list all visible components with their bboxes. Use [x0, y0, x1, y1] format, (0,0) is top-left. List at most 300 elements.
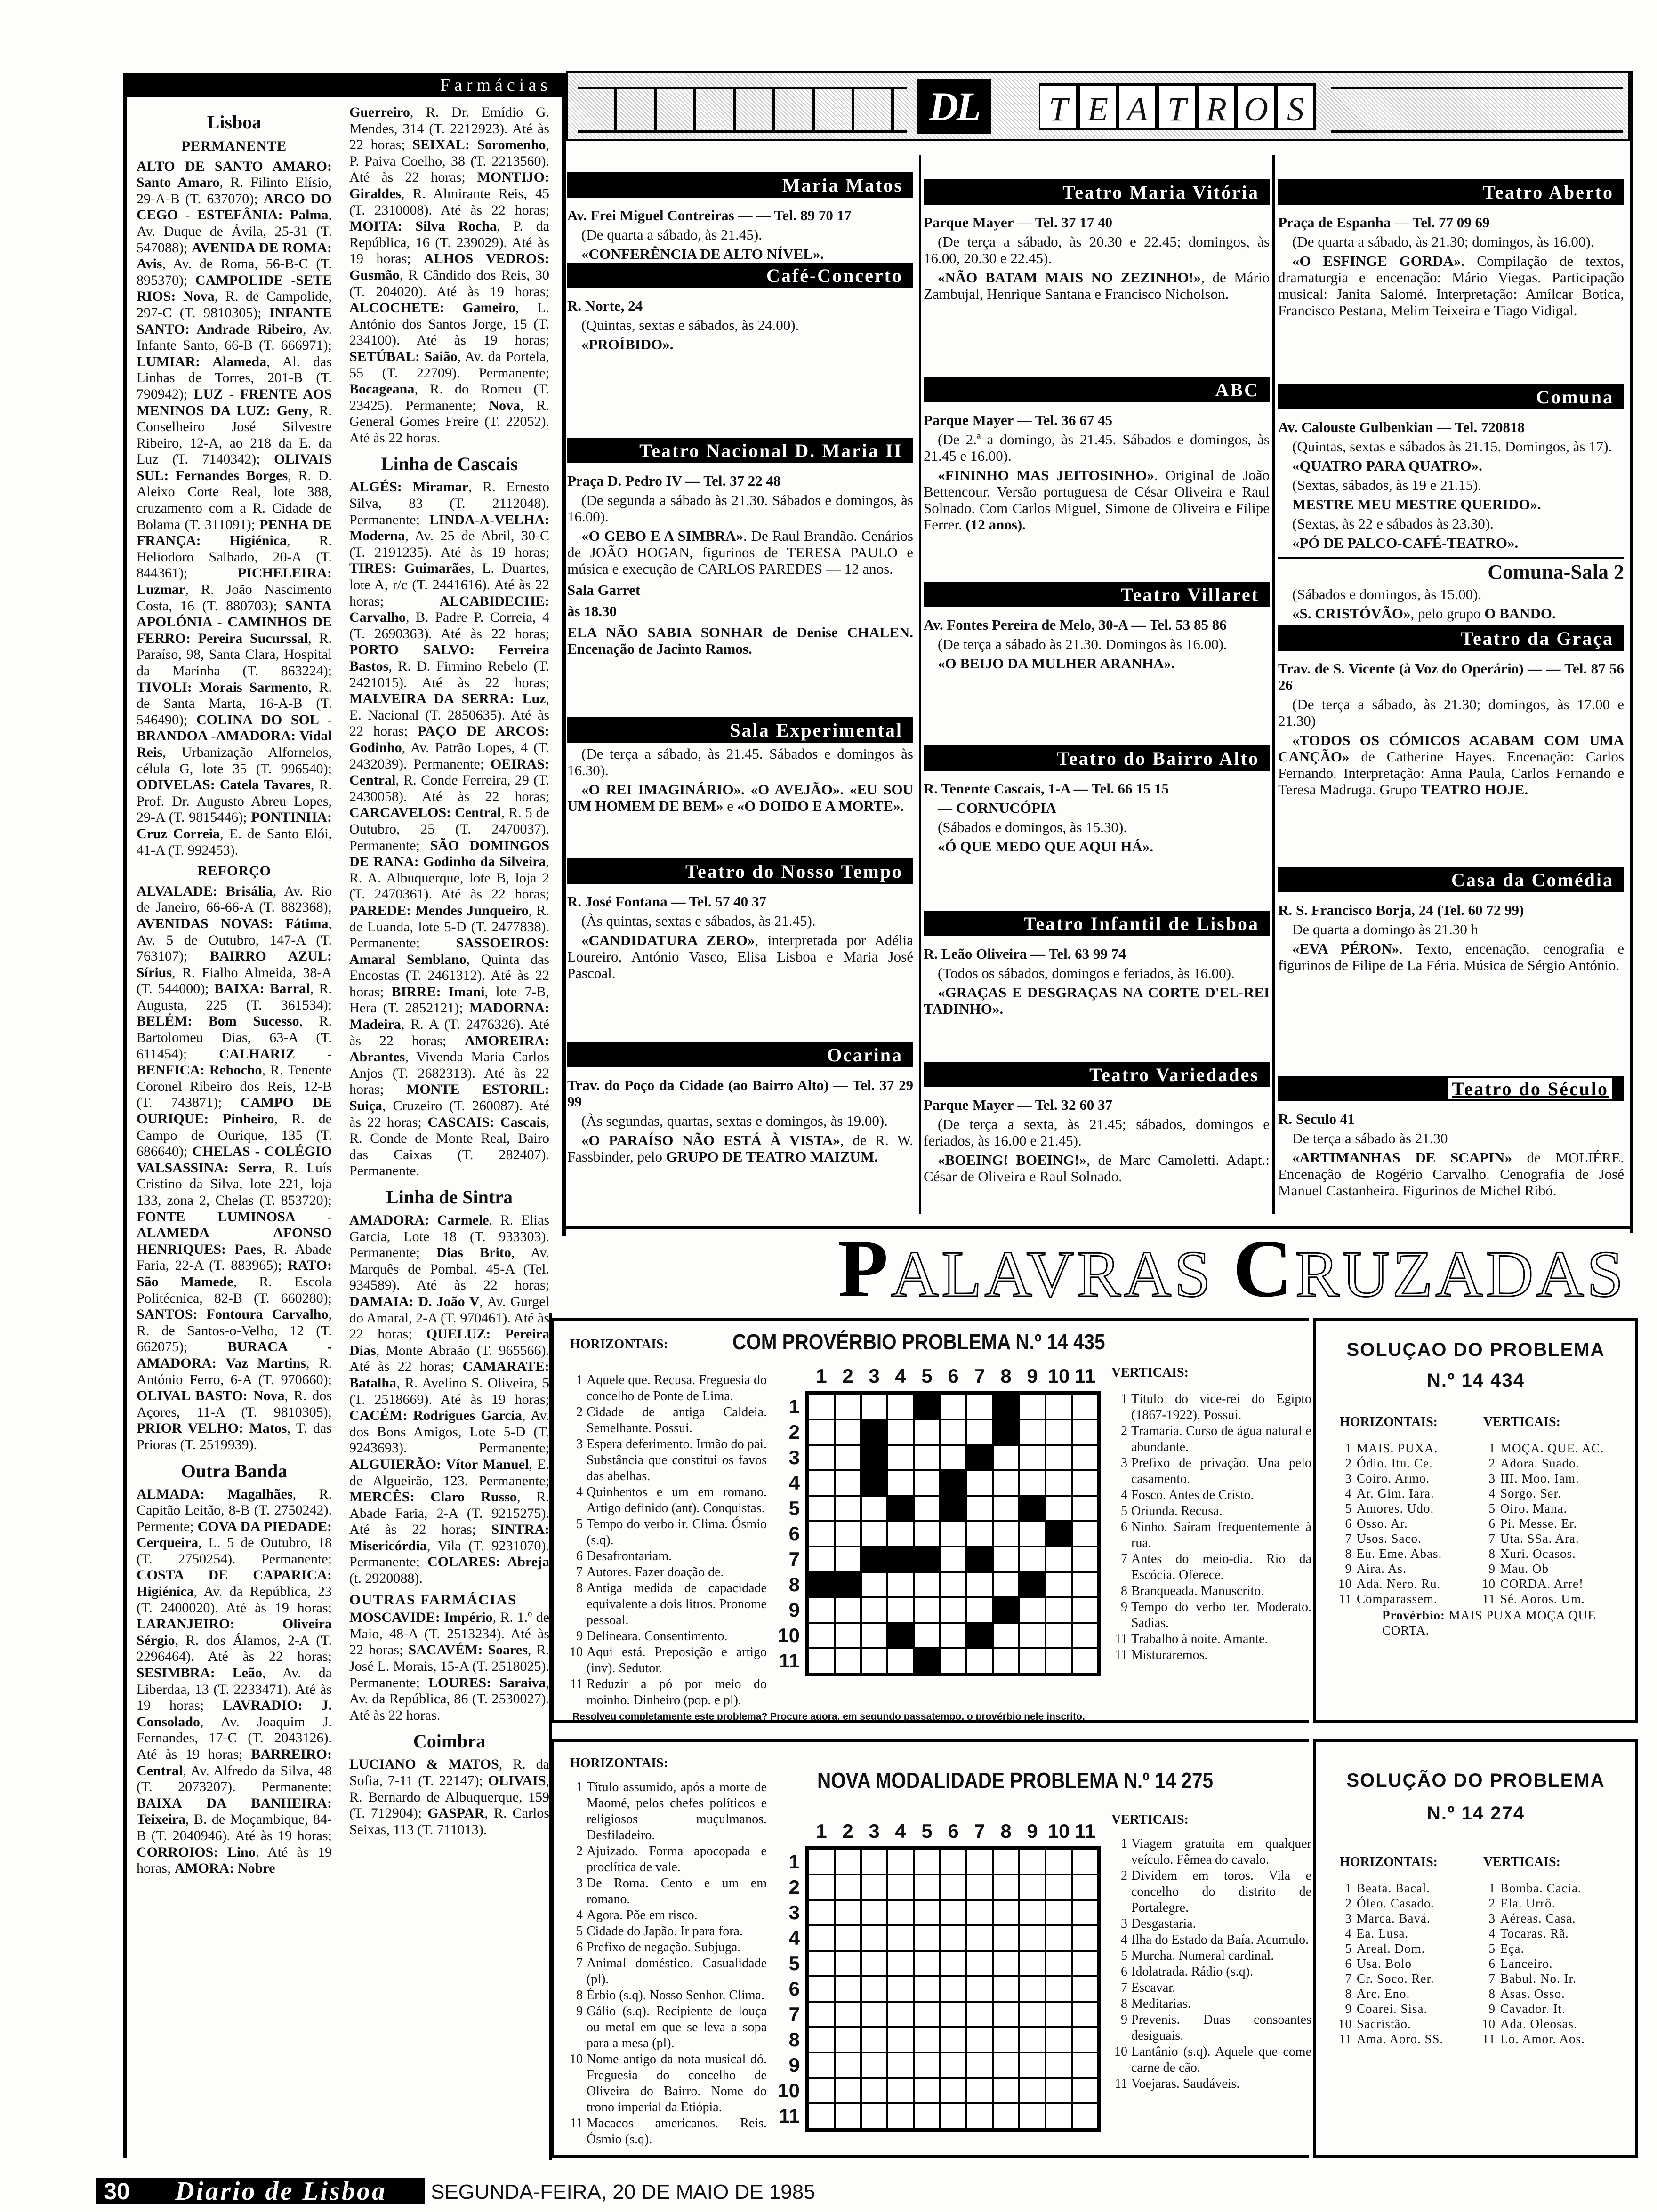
text-run: , lote 7-B, Hera (T. 2852121); [349, 984, 549, 1016]
grid-cell[interactable] [887, 1572, 914, 1597]
bold-text: AMADORA: Carmele [349, 1212, 489, 1228]
grid-cell[interactable] [887, 1470, 914, 1496]
grid-cell[interactable] [914, 1925, 940, 1951]
grid-cell[interactable] [1046, 2002, 1072, 2027]
grid-cell[interactable] [1072, 1900, 1098, 1925]
grid-cell[interactable] [861, 1925, 887, 1951]
grid-cell[interactable] [1072, 1521, 1098, 1547]
answer-text: Ada. Oleosas. [1500, 2017, 1577, 2031]
grid-cell[interactable] [1019, 1900, 1046, 1925]
grid-cell[interactable] [861, 1623, 887, 1648]
crossword-puzzle [551, 1739, 1309, 2158]
row-number: 2 [788, 1876, 800, 1898]
grid-cell[interactable] [993, 2052, 1019, 2078]
bold-text: ALCABIDECHE: Carvalho [349, 593, 549, 625]
theatre-name: Comuna [1536, 386, 1614, 408]
grid-cell[interactable] [1019, 2078, 1046, 2103]
grid-cell[interactable] [861, 1572, 887, 1597]
text-run: (Às quintas, sextas e sábados, às 21.45). [581, 913, 816, 929]
grid-cell[interactable] [861, 1951, 887, 1976]
text-run: , R. de Luanda, lote 5-D (T. 2477838). Permanente; [349, 902, 549, 951]
grid-cell[interactable] [1072, 1470, 1098, 1496]
text-run: , Av. Duque de Ávila, 25-31 (T. 547088); [137, 207, 332, 256]
theatre-name-bar [1278, 1076, 1624, 1101]
grid-cell[interactable] [940, 2027, 966, 2052]
grid-cell[interactable] [1019, 1623, 1046, 1648]
grid-cell[interactable] [808, 1849, 835, 1875]
grid-cell[interactable] [1072, 1925, 1098, 1951]
grid-cell[interactable] [1019, 1597, 1046, 1623]
clue-text: Ajuizado. Forma apocopada e proclítica de vale. [587, 1844, 767, 1875]
grid-cell[interactable] [914, 2002, 940, 2027]
theatre-name: Teatro Maria Vitória [1062, 182, 1259, 203]
bold-text: FONTE LUMINOSA - ALAMEDA AFONSO HENRIQUES: Paes [137, 1209, 332, 1257]
grid-cell[interactable] [993, 1900, 1019, 1925]
grid-cell[interactable] [1072, 1445, 1098, 1470]
grid-cell[interactable] [861, 1394, 887, 1419]
grid-cell[interactable] [914, 1623, 940, 1648]
text-run: , pelo grupo [1410, 605, 1485, 622]
clue-number: 10 [570, 2052, 583, 2067]
answer-number: 4 [1488, 1926, 1496, 1940]
grid-cell[interactable] [966, 1951, 993, 1976]
grid-cell[interactable] [1019, 1849, 1046, 1875]
grid-cell[interactable] [993, 1976, 1019, 2002]
grid-cell[interactable] [966, 1976, 993, 2002]
grid-cell[interactable] [808, 1496, 835, 1521]
theatre-info [1278, 477, 1624, 493]
grid-cell[interactable] [835, 1900, 861, 1925]
grid-cell[interactable] [966, 2027, 993, 2052]
grid-cell[interactable] [1046, 1470, 1072, 1496]
grid-cell[interactable] [835, 1925, 861, 1951]
grid-cell[interactable] [1046, 1597, 1072, 1623]
grid-cell[interactable] [966, 1496, 993, 1521]
grid-cell[interactable] [808, 2078, 835, 2103]
grid-cell[interactable] [993, 1951, 1019, 1976]
grid-cell[interactable] [914, 1976, 940, 2002]
grid-cell[interactable] [966, 1648, 993, 1674]
bold-text: MALVEIRA DA SERRA: Luz [349, 691, 546, 707]
grid-cell[interactable] [1046, 1951, 1072, 1976]
theatre-info [1278, 586, 1624, 602]
row-numbers [776, 1394, 800, 1674]
grid-cell[interactable] [914, 2027, 940, 2052]
theatre-info [924, 636, 1270, 652]
bold-text: LUZ - FRENTE AOS MENINOS DA LUZ: Geny [137, 386, 332, 418]
row-number: 10 [778, 2079, 800, 2101]
grid-cell[interactable] [835, 1623, 861, 1648]
grid-cell[interactable] [914, 1470, 940, 1496]
grid-cell[interactable] [835, 1496, 861, 1521]
grid-cell[interactable] [887, 1849, 914, 1875]
grid-cell[interactable] [993, 2002, 1019, 2027]
theatre-name: Ocarina [827, 1044, 903, 1066]
grid-cell[interactable] [966, 1597, 993, 1623]
answer [1335, 1986, 1443, 2001]
bold-text: «PÓ DE PALCO-CAFÉ-TEATRO». [1292, 535, 1519, 551]
grid-cell[interactable] [835, 2103, 861, 2129]
grid-cell[interactable] [1019, 1648, 1046, 1674]
grid-cell[interactable] [887, 1875, 914, 1900]
grid-cell[interactable] [808, 1976, 835, 2002]
grid-cell[interactable] [861, 2002, 887, 2027]
grid-cell[interactable] [993, 1496, 1019, 1521]
grid-cell[interactable] [1019, 1419, 1046, 1445]
grid-cell[interactable] [808, 1648, 835, 1674]
grid-cell[interactable] [1072, 1849, 1098, 1875]
grid-cell[interactable] [1046, 1925, 1072, 1951]
grid-cell[interactable] [940, 2103, 966, 2129]
horizontals-label: HORIZONTAIS: [1340, 1855, 1438, 1869]
grid-cell[interactable] [887, 1394, 914, 1419]
grid-cell[interactable] [914, 1521, 940, 1547]
answer-number: 1 [1345, 1881, 1352, 1895]
grid-cell[interactable] [1046, 2103, 1072, 2129]
answer-number: 6 [1345, 1956, 1352, 1971]
grid-cell[interactable] [993, 1572, 1019, 1597]
grid-cell[interactable] [808, 1419, 835, 1445]
grid-cell[interactable] [940, 1951, 966, 1976]
grid-cell[interactable] [940, 1648, 966, 1674]
row-number: 10 [778, 1624, 800, 1646]
text-run: , L. Duartes, lote A, r/c (T. 2441616). Até às 22 horas; [349, 561, 549, 609]
grid-cell[interactable] [1046, 1849, 1072, 1875]
grid-cell[interactable] [940, 1572, 966, 1597]
grid-cell[interactable] [940, 2078, 966, 2103]
grid-cell[interactable] [1072, 1496, 1098, 1521]
theatre-address [1278, 1111, 1624, 1127]
grid-cell[interactable] [1019, 2002, 1046, 2027]
grid-cell[interactable] [966, 1394, 993, 1419]
grid-cell[interactable] [808, 1951, 835, 1976]
grid-cell[interactable] [887, 2052, 914, 2078]
grid-cell[interactable] [1019, 2103, 1046, 2129]
grid-cell[interactable] [1019, 1521, 1046, 1547]
grid-cell[interactable] [887, 2078, 914, 2103]
grid-cell[interactable] [914, 2052, 940, 2078]
grid-cell[interactable] [966, 1521, 993, 1547]
grid-cell[interactable] [835, 1470, 861, 1496]
grid-cell[interactable] [835, 2027, 861, 2052]
answer-number: 9 [1345, 1562, 1352, 1576]
grid-cell[interactable] [1019, 2027, 1046, 2052]
grid-cell[interactable] [1046, 2052, 1072, 2078]
text-run: . Até às 19 horas; [137, 1844, 332, 1876]
grid-cell[interactable] [835, 2052, 861, 2078]
text-run: , R. do Romeu (T. 23425). Permanente; [349, 381, 549, 413]
grid-cell[interactable] [914, 1875, 940, 1900]
theatre-name: Teatro do Século [1447, 1077, 1614, 1101]
bold-text: CORROIOS: Lino [137, 1844, 256, 1860]
grid-cell[interactable] [887, 2027, 914, 2052]
theatre-info [1278, 732, 1624, 798]
answer [1479, 2031, 1585, 2046]
grid-cell[interactable] [861, 2103, 887, 2129]
theatre-subvenue [1278, 557, 1624, 583]
answer-number: 4 [1345, 1486, 1352, 1500]
text-run: , R. de Santos-o-Velho, 12 (T. 662075); [137, 1306, 332, 1355]
grid-cell[interactable] [1019, 1470, 1046, 1496]
grid-cell[interactable] [808, 1900, 835, 1925]
answer-text: Eu. Eme. Abas. [1357, 1547, 1442, 1561]
grid-cell[interactable] [1019, 1875, 1046, 1900]
grid-cell[interactable] [940, 1849, 966, 1875]
grid-cell[interactable] [1072, 2052, 1098, 2078]
grid-cell[interactable] [1072, 1951, 1098, 1976]
grid-cell[interactable] [966, 1925, 993, 1951]
grid-cell[interactable] [1046, 1419, 1072, 1445]
grid-cell[interactable] [808, 1597, 835, 1623]
grid-cell[interactable] [1072, 1597, 1098, 1623]
grid-cell[interactable] [914, 2078, 940, 2103]
grid-cell[interactable] [940, 1900, 966, 1925]
grid-cell[interactable] [940, 2052, 966, 2078]
text-run: , Cruzeiro (T. 260087). Até às 22 horas; [349, 1098, 549, 1130]
grid-cell[interactable] [835, 1445, 861, 1470]
grid-cell[interactable] [887, 1925, 914, 1951]
grid-cell[interactable] [861, 1976, 887, 2002]
grid-cell[interactable] [861, 1521, 887, 1547]
grid-cell[interactable] [1019, 1976, 1046, 2002]
grid-cell[interactable] [940, 1597, 966, 1623]
theatre-info [1278, 233, 1624, 250]
grid-cell[interactable] [1072, 2002, 1098, 2027]
grid-cell[interactable] [1019, 1445, 1046, 1470]
grid-cell[interactable] [808, 1521, 835, 1547]
grid-cell[interactable] [966, 1900, 993, 1925]
grid-cell[interactable] [887, 1521, 914, 1547]
clue-number: 2 [576, 1405, 583, 1419]
grid-cell[interactable] [993, 1623, 1019, 1648]
grid-cell[interactable] [887, 1648, 914, 1674]
grid-cell[interactable] [993, 1521, 1019, 1547]
grid-cell[interactable] [861, 1849, 887, 1875]
grid-cell[interactable] [861, 1900, 887, 1925]
grid-cell[interactable] [808, 2052, 835, 2078]
theatre-address [924, 1097, 1270, 1113]
clue-text: Misturaremos. [1131, 1648, 1208, 1662]
grid-cell[interactable] [914, 1572, 940, 1597]
bold-text: Parque Mayer — Tel. 37 17 40 [924, 214, 1112, 231]
grid-cell[interactable] [1019, 1925, 1046, 1951]
grid-cell[interactable] [861, 2078, 887, 2103]
grid-cell[interactable] [914, 1597, 940, 1623]
grid-cell[interactable] [1072, 2078, 1098, 2103]
bold-text: «O PARAÍSO NÃO ESTÁ À VISTA» [581, 1132, 840, 1148]
grid-cell[interactable] [861, 1648, 887, 1674]
grid-cell[interactable] [940, 1925, 966, 1951]
grid-cell[interactable] [1072, 2103, 1098, 2129]
answer [1335, 1956, 1443, 1971]
grid-cell[interactable] [835, 1976, 861, 2002]
grid-cell[interactable] [993, 1849, 1019, 1875]
grid-cell[interactable] [914, 1496, 940, 1521]
grid-cell[interactable] [940, 1875, 966, 1900]
clue-number: 5 [1121, 1504, 1127, 1518]
grid-cell[interactable] [1046, 1623, 1072, 1648]
grid-cell[interactable] [835, 1419, 861, 1445]
grid-cell[interactable] [1019, 1951, 1046, 1976]
grid-cell[interactable] [861, 2052, 887, 2078]
grid-cell[interactable] [835, 1547, 861, 1572]
grid-cell[interactable] [993, 1648, 1019, 1674]
column-number: 4 [895, 1365, 906, 1387]
clue [567, 2052, 767, 2116]
row-number: 8 [788, 1573, 800, 1595]
grid-cell[interactable] [808, 1470, 835, 1496]
grid-cell[interactable] [940, 1521, 966, 1547]
grid-cell[interactable] [940, 1445, 966, 1470]
bold-text: PICHELEIRA: Luzmar [137, 565, 332, 598]
answer [1479, 2016, 1585, 2031]
grid-cell[interactable] [1072, 1875, 1098, 1900]
grid-cell[interactable] [1046, 1572, 1072, 1597]
grid-cell[interactable] [835, 1951, 861, 1976]
grid-cell[interactable] [993, 1547, 1019, 1572]
grid-cell[interactable] [993, 1470, 1019, 1496]
grid-cell[interactable] [808, 1547, 835, 1572]
grid-cell[interactable] [966, 1419, 993, 1445]
grid-cell[interactable] [1019, 1394, 1046, 1419]
clue-number: 3 [1121, 1916, 1127, 1931]
grid-cell[interactable] [914, 2103, 940, 2129]
grid-cell[interactable] [835, 1875, 861, 1900]
grid-cell[interactable] [1072, 2027, 1098, 2052]
grid-cell[interactable] [861, 1875, 887, 1900]
bold-text: R. Seculo 41 [1278, 1111, 1355, 1127]
grid-cell[interactable] [1046, 1976, 1072, 2002]
grid-cell[interactable] [835, 1849, 861, 1875]
grid-cell[interactable] [808, 1875, 835, 1900]
grid-cell[interactable] [993, 2027, 1019, 2052]
theatre-info [567, 745, 913, 778]
grid-cell[interactable] [1046, 1875, 1072, 1900]
grid-cell[interactable] [1046, 1445, 1072, 1470]
verticals-label: VERTICAIS: [1483, 1415, 1560, 1429]
grid-cell[interactable] [940, 2002, 966, 2027]
grid-cell[interactable] [966, 2103, 993, 2129]
grid-cell[interactable] [1046, 2078, 1072, 2103]
grid-cell[interactable] [887, 2103, 914, 2129]
theatre-address [1278, 902, 1624, 918]
text-run: , R. Filinto Elísio, 29-A-B (T. 637070); [137, 175, 332, 207]
text-run: , Av. 25 de Abril, 30-C (T. 2191235). Até às 19 horas; [349, 528, 549, 560]
answer-text: Areal. Dom. [1357, 1941, 1425, 1956]
grid-cell[interactable] [887, 1445, 914, 1470]
grid-cell[interactable] [887, 1976, 914, 2002]
grid-cell[interactable] [835, 1394, 861, 1419]
grid-cell[interactable] [1072, 1547, 1098, 1572]
grid-cell[interactable] [1046, 1496, 1072, 1521]
grid-cell[interactable] [1072, 1648, 1098, 1674]
grid-cell[interactable] [1072, 1394, 1098, 1419]
grid-cell[interactable] [835, 1597, 861, 1623]
bold-text: SINTRA: Misericórdia [349, 1522, 549, 1554]
text-run: e [723, 798, 737, 814]
grid-cell[interactable] [1046, 1394, 1072, 1419]
grid-cell[interactable] [808, 2027, 835, 2052]
bold-text: INFANTE SANTO: Andrade Ribeiro [137, 305, 332, 337]
clue-number: 4 [1121, 1488, 1127, 1502]
grid-cell[interactable] [808, 1445, 835, 1470]
grid-cell[interactable] [1072, 1976, 1098, 2002]
grid-cell[interactable] [940, 1394, 966, 1419]
grid-cell[interactable] [1046, 1900, 1072, 1925]
grid-cell[interactable] [808, 2103, 835, 2129]
grid-cell[interactable] [1046, 1547, 1072, 1572]
grid-cell[interactable] [887, 2002, 914, 2027]
grid-cell[interactable] [861, 1597, 887, 1623]
grid-cell[interactable] [887, 1900, 914, 1925]
clue-text: Gálio (s.q). Recipiente de louça ou metal em que se leva a sopa para a mesa (pl). [587, 2004, 767, 2051]
grid-cell[interactable] [1072, 1623, 1098, 1648]
grid-cell[interactable] [966, 2078, 993, 2103]
grid-cell[interactable] [966, 1470, 993, 1496]
grid-cell[interactable] [808, 1623, 835, 1648]
verticals-label: VERTICAIS: [1483, 1855, 1560, 1869]
grid-cell[interactable] [1046, 1648, 1072, 1674]
answer-number: 1 [1488, 1441, 1496, 1455]
grid-cell[interactable] [914, 1419, 940, 1445]
grid-cell[interactable] [835, 1521, 861, 1547]
grid-cell[interactable] [966, 2052, 993, 2078]
grid-cell[interactable] [835, 2002, 861, 2027]
grid-cell[interactable] [914, 1445, 940, 1470]
grid-cell[interactable] [887, 1419, 914, 1445]
answer-text: Coarei. Sisa. [1357, 2002, 1428, 2016]
grid-cell[interactable] [1019, 1547, 1046, 1572]
grid-cell[interactable] [861, 1496, 887, 1521]
grid-cell[interactable] [940, 1976, 966, 2002]
grid-cell[interactable] [993, 1445, 1019, 1470]
grid-cell[interactable] [835, 2078, 861, 2103]
grid-cell[interactable] [887, 1951, 914, 1976]
grid-cell[interactable] [887, 1597, 914, 1623]
grid-cell[interactable] [1072, 1419, 1098, 1445]
grid-cell[interactable] [914, 1951, 940, 1976]
bold-text: Parque Mayer — Tel. 36 67 45 [924, 412, 1112, 428]
answer-number: 5 [1345, 1941, 1352, 1956]
theatre-address [567, 207, 913, 224]
grid-cell[interactable] [993, 2078, 1019, 2103]
grid-cell[interactable] [835, 1648, 861, 1674]
grid-cell[interactable] [914, 1849, 940, 1875]
grid-cell[interactable] [993, 1925, 1019, 1951]
grid-cell[interactable] [1019, 2052, 1046, 2078]
grid-cell[interactable] [940, 1419, 966, 1445]
grid-cell[interactable] [808, 1925, 835, 1951]
grid-cell[interactable] [940, 1547, 966, 1572]
bold-text: ALMADA: Magalhães [137, 1486, 293, 1502]
grid-cell[interactable] [966, 1849, 993, 1875]
bold-text: Parque Mayer — Tel. 32 60 37 [924, 1097, 1112, 1113]
grid-cell[interactable] [808, 2002, 835, 2027]
grid-cell[interactable] [993, 1875, 1019, 1900]
grid-cell[interactable] [914, 1900, 940, 1925]
grid-cell[interactable] [1046, 2027, 1072, 2052]
grid-cell[interactable] [861, 2027, 887, 2052]
grid-cell[interactable] [966, 2002, 993, 2027]
grid-cell[interactable] [1072, 1572, 1098, 1597]
grid-cell[interactable] [940, 1623, 966, 1648]
grid-cell[interactable] [993, 2103, 1019, 2129]
answer [1479, 1561, 1604, 1576]
grid-cell[interactable] [966, 1572, 993, 1597]
grid-cell[interactable] [966, 1875, 993, 1900]
theatre-name: Café-Concerto [766, 265, 903, 286]
grid-cell[interactable] [808, 1394, 835, 1419]
